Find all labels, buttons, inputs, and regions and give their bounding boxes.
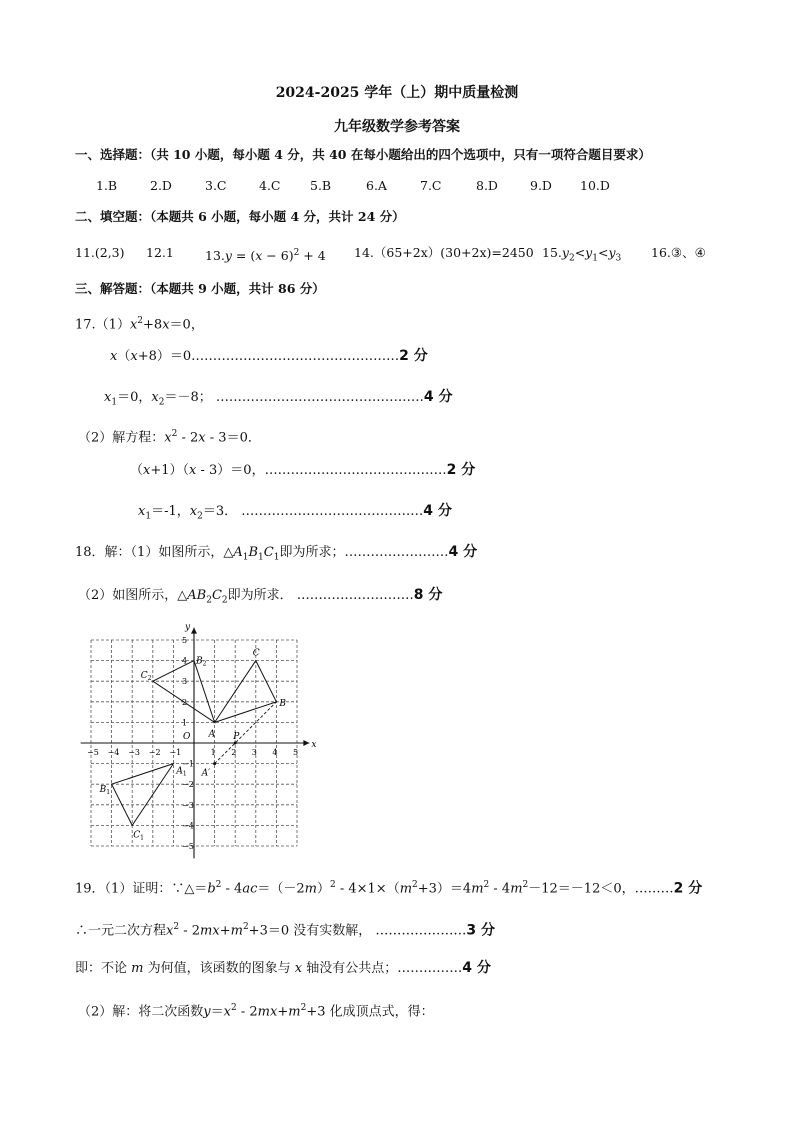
- score-mark: 4 分: [423, 503, 452, 519]
- y-tick-label: 4: [182, 656, 188, 666]
- vertex-label-B: B: [279, 698, 287, 709]
- q17-part2-equation: （2）解方程：$x^2 - 2x - 3=0$．: [78, 429, 261, 446]
- y-tick-label: −3: [182, 800, 194, 810]
- y-tick-label: 1: [182, 718, 188, 728]
- vertex-label-C2: $C_2$: [140, 671, 152, 683]
- x-tick-label: −5: [87, 748, 99, 757]
- q17-step1: x（x+8）＝0…………………………………………2 分: [110, 348, 428, 364]
- fill-answer-14: 14.（65+2x）(30+2x)=2450: [354, 245, 534, 260]
- q19-statement: 即：不论 m 为何值，该函数的图象与 x 轴没有公共点；……………4 分: [75, 960, 491, 976]
- y-tick-label: −2: [182, 780, 194, 790]
- fill-answer-15: $15.y_2<y_1<y_3$: [542, 245, 622, 264]
- q19-part1-proof: 19．（1）证明：$\because\triangle=b^2 - 4ac=(-2m)^2 - 4\times 1\times(m^2+3)=4m^2 - 4m^2-12=-12<0$，………2 分: [75, 880, 703, 897]
- vertex-label-P: P: [233, 732, 240, 742]
- choice-answer: 8.D: [476, 178, 498, 193]
- x-tick-label: −1: [169, 748, 182, 757]
- page-title: 2024-2025 学年（上）期中质量检测: [275, 85, 519, 101]
- coordinate-graph: [80, 622, 330, 862]
- q18-part2: （2）如图所示，$\triangle AB_2C_2$即为所求． ………………………8 分: [78, 587, 443, 606]
- origin-label: O: [183, 732, 191, 742]
- q17-step4: $x_1=-1$，$x_2=3$． ……………………………………4 分: [138, 503, 452, 522]
- fill-answer-13: $13.y = (x - 6)^2 + 4$: [205, 248, 326, 264]
- y-tick-label: 5: [182, 636, 188, 645]
- dashed-line-AprimeB: [215, 702, 277, 764]
- choice-answer: 4.C: [259, 178, 281, 193]
- x-tick-label: 3: [251, 748, 257, 757]
- y-tick-label: −4: [182, 821, 194, 831]
- choice-answer: 6.A: [366, 178, 387, 193]
- q17-step3: （x+1）（x - 3）＝0，……………………………………2 分: [130, 462, 476, 478]
- choice-answer: 5.B: [310, 178, 332, 193]
- score-mark: 2 分: [446, 462, 476, 478]
- choice-answer: 1.B: [96, 178, 118, 193]
- triangle-ABC: [215, 661, 277, 723]
- x-tick-label: −3: [128, 748, 140, 757]
- score-mark: 4 分: [423, 389, 453, 405]
- y-tick-label: 2: [182, 697, 188, 707]
- x-axis-label: x: [311, 740, 317, 750]
- vertex-label-A1: $A_1$: [176, 766, 187, 778]
- x-tick-label: −2: [148, 748, 161, 757]
- choice-answer: 2.D: [150, 178, 172, 193]
- score-mark: 8 分: [413, 587, 443, 603]
- score-mark: 4 分: [448, 544, 478, 560]
- section-solve-heading: 三、解答题：（本题共 9 小题，共计 86 分）: [75, 281, 325, 296]
- x-axis-arrow: [303, 740, 309, 746]
- y-tick-label: −5: [182, 842, 194, 851]
- choice-answer: 10.D: [580, 178, 610, 193]
- y-tick-label: 3: [182, 677, 188, 687]
- x-tick-label: 2: [231, 748, 237, 757]
- choice-answer: 9.D: [530, 178, 552, 193]
- y-tick-label: −1: [182, 759, 194, 769]
- choice-answer: 3.C: [205, 178, 227, 193]
- choice-answer: 7.C: [420, 178, 442, 193]
- score-mark: 2 分: [673, 880, 703, 897]
- x-tick-label: 5: [293, 748, 299, 757]
- vertex-label-C: C: [252, 648, 260, 659]
- fill-answer-16: 16.③、④: [651, 245, 706, 260]
- triangle-AB2C2: [153, 661, 215, 723]
- vertex-label-C1: $C_1$: [133, 830, 144, 842]
- section-choice-heading: 一、选择题：（共 10 小题，每小题 4 分，共 40 在每小题给出的四个选项中，只有一项符合题目要求）: [75, 147, 651, 162]
- triangle-A1B1C1: [112, 764, 174, 826]
- score-mark: 3 分: [466, 922, 496, 939]
- q19-part2: （2）解：将二次函数$y=x^2 - 2mx+m^2+3$ 化成顶点式，得：: [78, 1003, 434, 1020]
- x-tick-label: −4: [107, 748, 120, 757]
- x-tick-label: 1: [210, 748, 216, 757]
- score-mark: 2 分: [399, 348, 428, 364]
- score-mark: 4 分: [462, 960, 491, 976]
- fill-answer-11: 11.(2,3): [75, 245, 125, 260]
- page-subtitle: 九年级数学参考答案: [334, 119, 460, 135]
- q18-part1: 18．解：（1）如图所示，$\triangle A_1B_1C_1$即为所求；……………………4 分: [75, 544, 478, 563]
- vertex-label-B1: $B_1$: [99, 785, 111, 797]
- y-axis-label: y: [185, 622, 191, 633]
- vertex-label-Aprime: A′: [201, 768, 211, 779]
- vertex-label-A: A: [208, 729, 216, 740]
- q19-conclusion: ∴一元二次方程$x^2 - 2mx+m^2+3=0$ 没有实数解， …………………3 分: [75, 922, 496, 939]
- vertex-label-B2: $B_2$: [196, 656, 207, 668]
- q17-step2: $x_1=0$，$x_2=-8$； …………………………………………4 分: [104, 389, 453, 408]
- q17-part1-equation: $17.(1)x^2+8x=0$，: [75, 316, 204, 333]
- x-tick-label: 4: [272, 748, 278, 757]
- point-Aprime: [213, 762, 216, 765]
- section-fill-heading: 二、填空题：（本题共 6 小题，每小题 4 分，共计 24 分）: [75, 209, 405, 224]
- y-axis-arrow: [191, 628, 197, 634]
- fill-answer-12: 12.1: [146, 245, 174, 260]
